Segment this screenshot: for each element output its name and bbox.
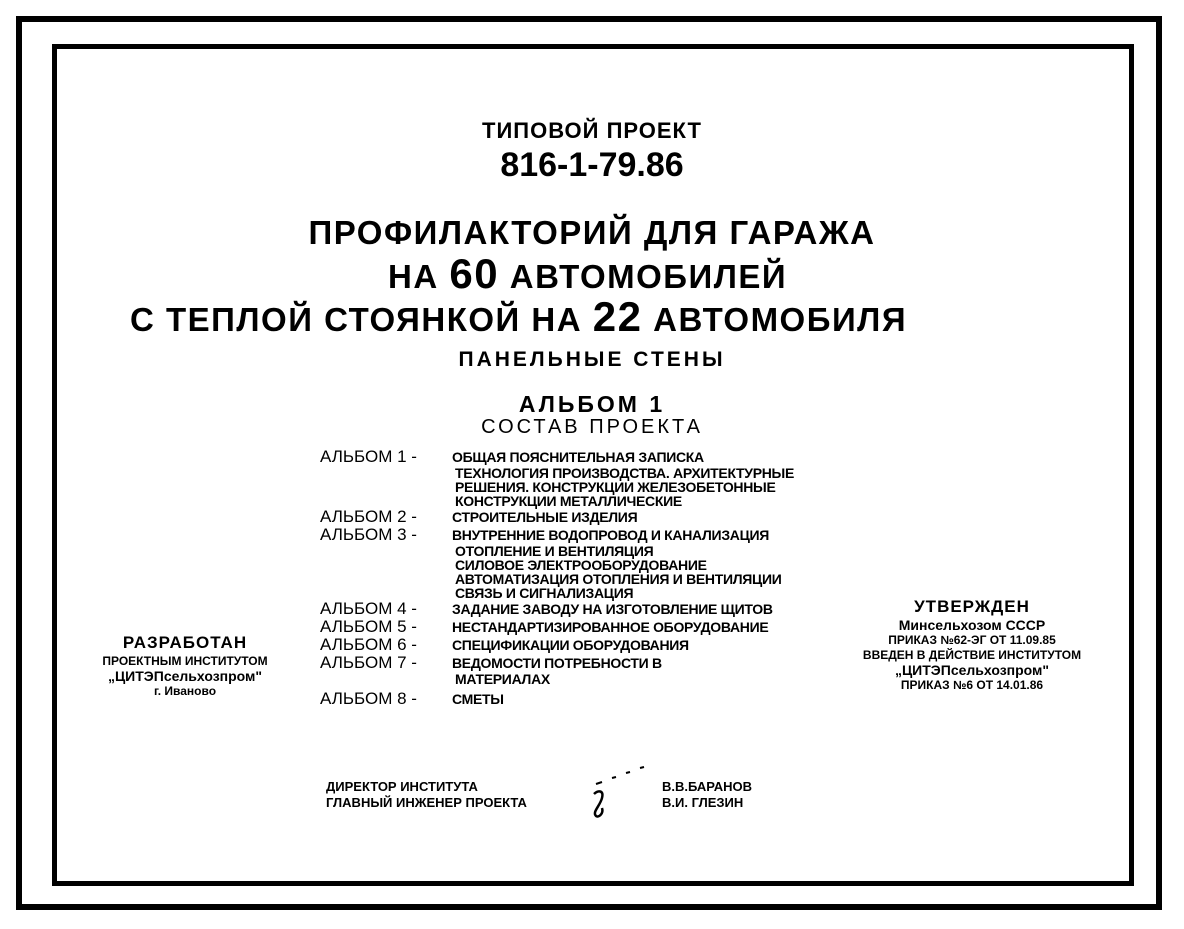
- album-title: СТРОИТЕЛЬНЫЕ ИЗДЕЛИЯ: [452, 509, 638, 525]
- album-row: [320, 690, 880, 708]
- album-row: [320, 636, 880, 654]
- album-line: АВТОМАТИЗАЦИЯ ОТОПЛЕНИЯ И ВЕНТИЛЯЦИИ: [455, 571, 782, 587]
- album-line: СИЛОВОЕ ЭЛЕКТРООБОРУДОВАНИЕ: [455, 557, 707, 573]
- album-row: [320, 526, 880, 544]
- title-line-3-number: 22: [592, 293, 643, 340]
- developed-line-1: ПРОЕКТНЫМ ИНСТИТУТОМ: [102, 654, 268, 668]
- title-line-2-post: АВТОМОБИЛЕЙ: [509, 258, 788, 295]
- approved-line-1: Минсельхозом СССР: [898, 617, 1046, 633]
- approved-title: УТВЕРЖДЕН: [914, 597, 1030, 616]
- album-line: ТЕХНОЛОГИЯ ПРОИЗВОДСТВА. АРХИТЕКТУРНЫЕ: [455, 465, 794, 481]
- album-title: ОБЩАЯ ПОЯСНИТЕЛЬНАЯ ЗАПИСКА: [452, 449, 704, 465]
- handwritten-signature: [580, 760, 670, 820]
- developed-title: РАЗРАБОТАН: [122, 633, 248, 652]
- album-line: КОНСТРУКЦИИ МЕТАЛЛИЧЕСКИЕ: [455, 493, 682, 509]
- album-title: СПЕЦИФИКАЦИИ ОБОРУДОВАНИЯ: [452, 637, 689, 653]
- title-line-2-pre: НА: [388, 258, 439, 295]
- approved-block: [822, 596, 1122, 693]
- albums-list: [320, 448, 880, 708]
- album-title: ВНУТРЕННИЕ ВОДОПРОВОД И КАНАЛИЗАЦИЯ: [452, 527, 770, 543]
- album-row: [320, 448, 880, 466]
- album-row: [320, 508, 880, 526]
- album-key: АЛЬБОМ 2 -: [320, 507, 417, 526]
- title-line-1: ПРОФИЛАКТОРИЙ ДЛЯ ГАРАЖА: [308, 214, 876, 251]
- signature-names: [662, 779, 752, 811]
- album-key: АЛЬБОМ 5 -: [320, 617, 417, 636]
- album-key: АЛЬБОМ 6 -: [320, 635, 417, 654]
- album-row: [320, 654, 880, 672]
- title-line-2-number: 60: [449, 250, 500, 297]
- album-key: АЛЬБОМ 1 -: [320, 447, 417, 466]
- album-key: АЛЬБОМ 4 -: [320, 599, 417, 618]
- album-title: СМЕТЫ: [452, 691, 504, 707]
- signature-roles: [326, 779, 527, 811]
- title-line-3: [130, 293, 907, 341]
- subtitle: ПАНЕЛЬНЫЕ СТЕНЫ: [458, 348, 726, 371]
- album-key: АЛЬБОМ 7 -: [320, 653, 417, 672]
- album-line: СВЯЗЬ И СИГНАЛИЗАЦИЯ: [455, 585, 634, 601]
- developed-line-2: „ЦИТЭПсельхозпром": [107, 668, 263, 684]
- signature-role-1: ДИРЕКТОР ИНСТИТУТА: [326, 779, 478, 794]
- title-line-3-post: АВТОМОБИЛЯ: [653, 301, 908, 338]
- album-label: АЛЬБОМ 1: [518, 391, 666, 417]
- signature-name-1: В.В.БАРАНОВ: [662, 779, 753, 794]
- album-title: НЕСТАНДАРТИЗИРОВАННОЕ ОБОРУДОВАНИЕ: [452, 619, 769, 635]
- project-number: 816-1-79.86: [500, 146, 684, 184]
- album-line: ОТОПЛЕНИЕ И ВЕНТИЛЯЦИЯ: [455, 543, 654, 559]
- developed-line-3: г. Иваново: [153, 684, 217, 698]
- signature-role-2: ГЛАВНЫЙ ИНЖЕНЕР ПРОЕКТА: [326, 795, 527, 810]
- title-line-3-pre: С ТЕПЛОЙ СТОЯНКОЙ НА: [130, 301, 583, 338]
- album-key: АЛЬБОМ 8 -: [320, 689, 417, 708]
- approved-line-5: ПРИКАЗ №6 ОТ 14.01.86: [900, 678, 1044, 692]
- album-key: АЛЬБОМ 3 -: [320, 525, 417, 544]
- developed-block: [70, 632, 300, 699]
- album-title: ЗАДАНИЕ ЗАВОДУ НА ИЗГОТОВЛЕНИЕ ЩИТОВ: [452, 601, 773, 617]
- approved-line-4: „ЦИТЭПсельхозпром": [894, 662, 1050, 678]
- title-line-2: [388, 250, 787, 298]
- album-line: РЕШЕНИЯ. КОНСТРУКЦИИ ЖЕЛЕЗОБЕТОННЫЕ: [455, 479, 776, 495]
- album-title: ВЕДОМОСТИ ПОТРЕБНОСТИ В: [452, 655, 662, 671]
- album-row: [320, 618, 880, 636]
- approved-line-3: ВВЕДЕН В ДЕЙСТВИЕ ИНСТИТУТОМ: [862, 648, 1082, 662]
- signature-name-2: В.И. ГЛЕЗИН: [662, 795, 744, 810]
- album-row: [320, 600, 880, 618]
- approved-line-2: ПРИКАЗ №62-ЭГ ОТ 11.09.85: [888, 633, 1056, 647]
- album-line: МАТЕРИАЛАХ: [455, 671, 550, 687]
- composition-label: СОСТАВ ПРОЕКТА: [481, 416, 703, 438]
- type-label: ТИПОВОЙ ПРОЕКТ: [482, 118, 702, 143]
